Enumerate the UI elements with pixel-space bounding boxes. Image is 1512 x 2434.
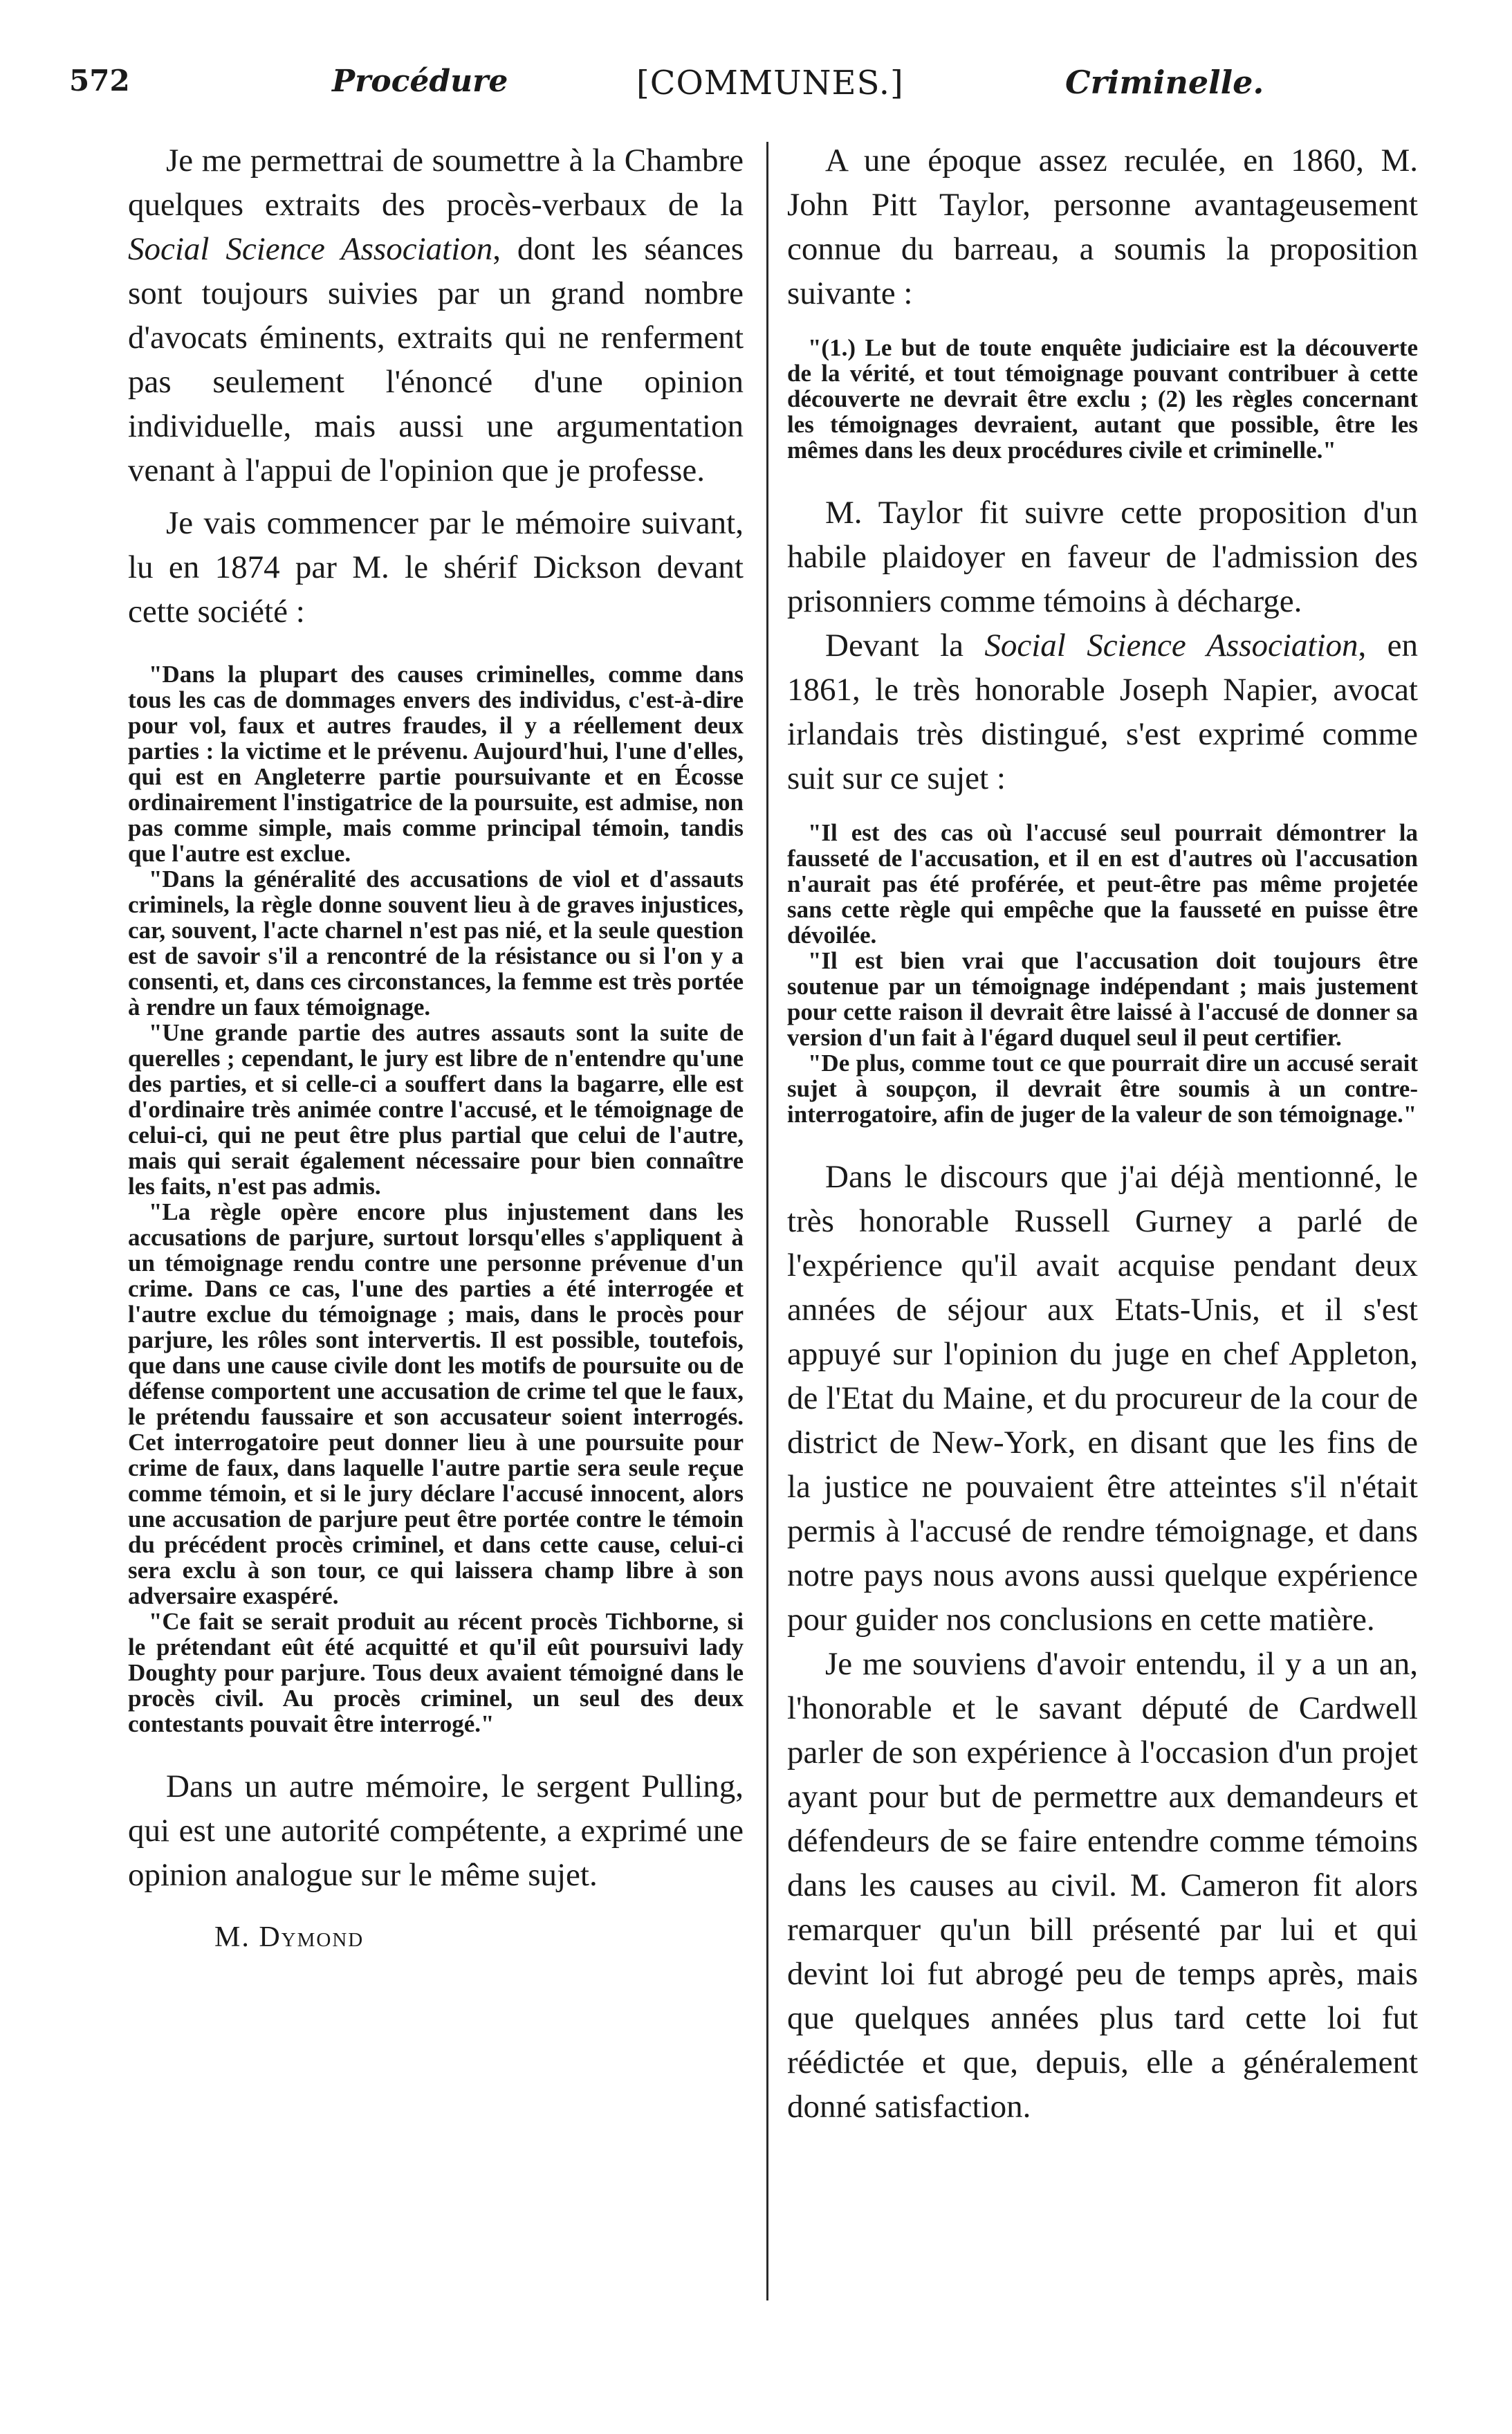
column-divider [766,142,768,2300]
quotation: "La règle opère encore plus injustement dans les accusations de parjure, surtout lorsqu'elles s'appliquent à un témoignage rendu contre une personne prévenue d'un crime. Dans ce cas, l'une des parties a été interrogée et l'autre exclue du témoignage ; mais, dans le procès pour parjure, les rôles sont intervertis. Il est possible, toutefois, que dans une cause civile dont les motifs de poursuite ou de défense comportent une accusation de crime tel que le faux, le prétendu faussaire et son accusateur soient interrogés. Cet interrogatoire peut donner lieu à une poursuite pour crime de faux, dans laquelle l'autre partie sera seule reçue comme témoin, et si le jury déclare l'accusé innocent, alors une accusation de parjure peut être portée contre le témoin du précédent procès criminel, et dans cette cause, celui-ci sera exclu à son tour, ce qui laissera champ libre à son adversaire exaspéré. [128,1198,744,1609]
quotation: "Il est bien vrai que l'accusation doit toujours être soutenue par un témoignage indépendant ; mais justement pour cette raison il devrait être laissé à l'accusé de donner sa version d'un fait à l'égard duquel seul il peut certifier. [787,947,1418,1051]
emphasis-text: Social Science Association [128,231,493,267]
emphasis-text: Social Science Association [984,628,1358,664]
right-column [787,138,1418,2129]
paragraph: M. Taylor fit suivre cette proposition d'un habile plaidoyer en faveur de l'admission des prisonniers comme témoins à décharge. [787,495,1418,619]
header-right-title: Criminelle. [1065,64,1264,101]
page-header [69,64,1411,119]
paragraph-text: , dont les séances sont toujours suivies par un grand nombre d'avocats éminents, extraits qui ne renferment pas seulement l'énoncé d'une opinion individuelle, mais aussi une argumentation venant à l'appui de l'opinion que je professe. [128,231,744,488]
quotation: "Dans la plupart des causes criminelles, comme dans tous les cas de dommages envers des individus, c'est-à-dire pour vol, faux et autres fraudes, il y a réellement deux parties : la victime et le prévenu. Aujourd'hui, l'une d'elles, qui est en Angleterre partie poursuivante et en Écosse ordinairement l'instigatrice de la poursuite, est admise, non pas comme simple, mais comme principal témoin, tandis que l'autre est exclue. [128,661,744,867]
paragraph: Je me souviens d'avoir entendu, il y a un an, l'honorable et le savant député de Cardwell parler de son expérience à l'occasion d'un projet ayant pour but de permettre aux demandeurs et défendeurs de se faire entendre comme témoins dans les causes au civil. M. Cameron fit alors remarquer qu'un bill présenté par lui et qui devint loi fut abrogé peu de temps après, mais que quelques années plus tard cette loi fut réédictée et que, depuis, elle a généralement donné satisfaction. [787,1646,1418,2125]
paragraph-text: , en 1861, le très honorable Joseph Napier, avocat irlandais très distingué, s'est exprimé comme suit sur ce sujet : [787,628,1418,796]
paragraph: A une époque assez reculée, en 1860, M. John Pitt Taylor, personne avantageusement connue du barreau, a soumis la proposition suivante : [787,143,1418,311]
left-column [128,138,744,1958]
paragraph: Dans un autre mémoire, le sergent Pulling, qui est une autorité compétente, a exprimé une opinion analogue sur le même sujet. [128,1768,744,1893]
paragraph-text: Devant la [825,628,985,664]
page-number: 572 [69,64,130,98]
paragraph: Je vais commencer par le mémoire suivant, lu en 1874 par M. le shérif Dickson devant cette société : [128,505,744,630]
paragraph [128,138,744,493]
signature-name: M. Dymond [214,1921,365,1953]
signature [214,1916,744,1958]
quotation: "Ce fait se serait produit au récent procès Tichborne, si le prétendant eût été acquitté et qu'il eût poursuivi lady Doughty pour parjure. Tous deux avaient témoigné dans le procès civil. Au procès criminel, un seul des deux contestants pouvait être interrogé." [128,1608,744,1737]
paragraph-text: Je me permettrai de soumettre à la Chambre quelques extraits des procès-verbaux de la [128,143,744,223]
header-center-title: [COMMUNES.] [636,64,904,102]
quotation: "(1.) Le but de toute enquête judiciaire est la découverte de la vérité, et tout témoignage pouvant contribuer à cette découverte ne devrait être exclu ; (2) les règles concernant les témoignages devraient, autant que possible, être les mêmes dans les deux procédures civile et criminelle." [787,334,1418,464]
paragraph [787,623,1418,800]
header-left-title: Procédure [332,64,508,99]
quotation: "Une grande partie des autres assauts sont la suite de querelles ; cependant, le jury est libre de n'entendre qu'une des parties, et si celle-ci a souffert dans la bagarre, elle est d'ordinaire très animée contre l'accusé, et le témoignage de celui-ci, qui ne peut être plus partial que celui de l'autre, mais qui serait également nécessaire pour bien connaître les faits, n'est pas admis. [128,1019,744,1200]
paragraph: Dans le discours que j'ai déjà mentionné, le très honorable Russell Gurney a parlé de l'expérience qu'il avait acquise pendant deux années de séjour aux Etats-Unis, et il s'est appuyé sur l'opinion du juge en chef Appleton, de l'Etat du Maine, et du procureur de la cour de district de New-York, en disant que les fins de la justice ne pouvaient être atteintes s'il n'était permis à l'accusé de rendre témoignage, et dans notre pays nous avons aussi quelque expérience pour guider nos conclusions en cette matière. [787,1159,1418,1638]
quotation: "Il est des cas où l'accusé seul pourrait démontrer la fausseté de l'accusation, et il en est d'autres où l'accusation n'aurait pas été proférée, et peut-être pas même projetée sans cette règle qui empêche que la fausseté en puisse être dévoilée. [787,819,1418,949]
quotation: "De plus, comme tout ce que pourrait dire un accusé serait sujet à soupçon, il devrait être soumis à un contre-interrogatoire, afin de juger de la valeur de son témoignage." [787,1050,1418,1128]
quotation: "Dans la généralité des accusations de viol et d'assauts criminels, la règle donne souvent lieu à de graves injustices, car, souvent, l'acte charnel n'est pas nié, et la seule question est de savoir s'il a rencontré de la résistance ou si l'on y a consenti, et, dans ces circonstances, la femme est très portée à rendre un faux témoignage. [128,866,744,1021]
